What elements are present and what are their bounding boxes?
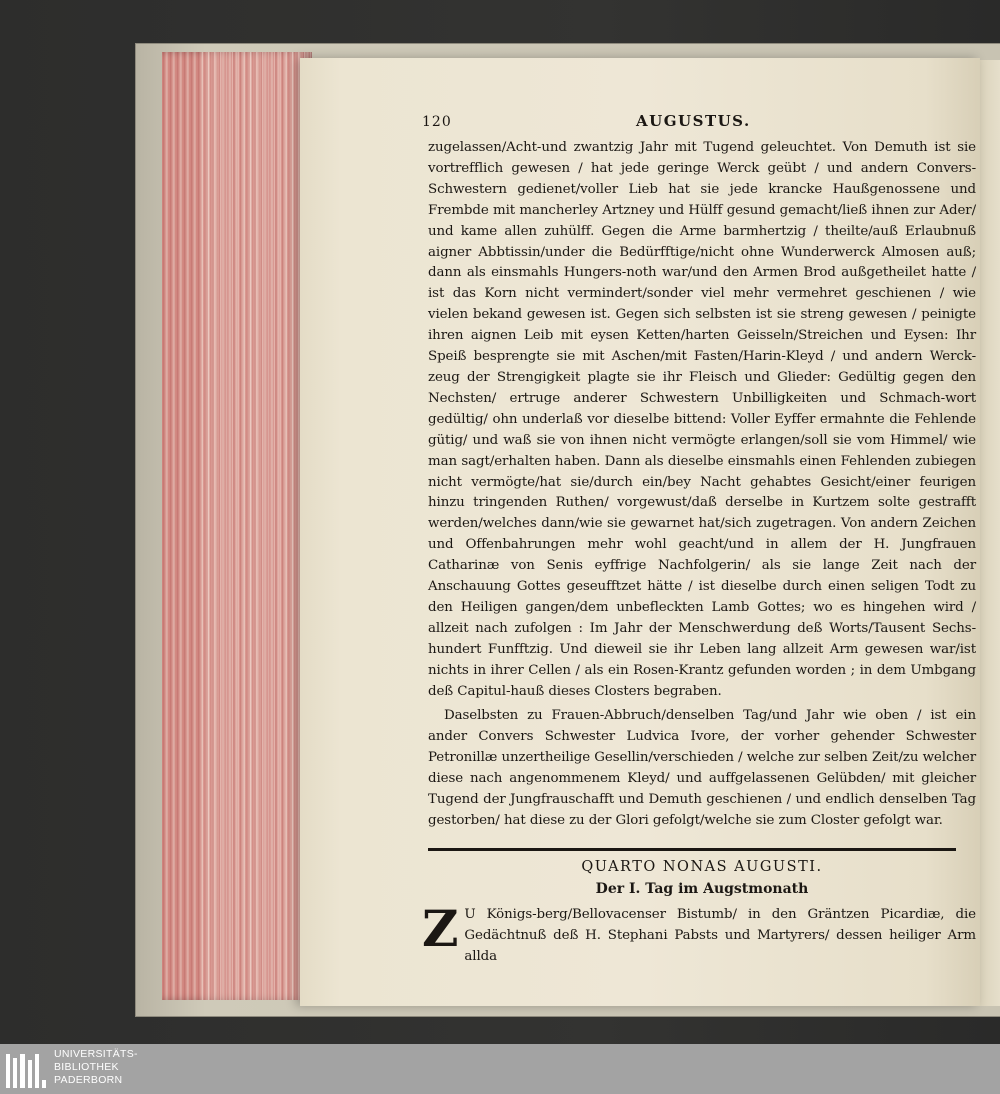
section-divider	[428, 848, 956, 851]
library-name-line-1: UNIVERSITÄTS-	[54, 1048, 138, 1060]
section-subtitle: Der I. Tag im Augstmonath	[595, 880, 809, 897]
page-text-block	[422, 112, 976, 968]
running-head: AUGUSTUS.	[636, 112, 751, 130]
paragraph-ludvica: Daselbsten zu Frauen-Abbruch/denselben Tag/und Jahr wie oben / ist ein ander Convers Schwester Ludvica Ivore, der vorher gehender Schwester Petronillæ unzertheilige Gesellin/verschieden / welche zur selben Zeit/zu welcher diese nach angenommenem Kleyd/ und auffgelassenen Gelübden/ mit gleicher Tugend der Jungfrauschafft und Demuth geschienen / und endlich denselben Tag gestorben/ hat diese zu der Glori gefolgt/welche sie zum Closter gefolgt war.	[428, 708, 976, 828]
library-name-line-3: PADERBORN	[54, 1074, 123, 1086]
book-page	[300, 58, 980, 1006]
library-logo-icon	[6, 1050, 46, 1088]
paragraph-petronilla: zugelassen/Acht-und zwantzig Jahr mit Tugend geleuchtet. Von Demuth ist sie vortrefflich gewesen / hat jede geringe Werck geübt / und andern Convers-Schwestern gedienet/voller Lieb hat sie jede krancke Haußgenossene und Frembde mit mancherley Artzney und Hülff gesund gemacht/ließ ihnen zur Ader/ und kame allen zuhülff. Gegen die Arme barmhertzig / theilte/auß Erlaubnuß aigner Abbtissin/under die Bedürfftige/nicht ohne Wunderwerck Almosen auß; dann als einsmahls Hungers-noth war/und den Armen Brod außgetheilet hatte / ist das Korn nicht vermindert/sonder viel mehr vermehret geschienen / wie vielen bekand gewesen ist. Gegen sich selbsten ist sie streng gewesen / peinigte ihren aignen Leib mit eysen Ketten/harten Geisseln/Streichen und Eysen: Ihr Speiß besprengte sie mit Aschen/mit Fasten/Harin-Kleyd / und andern Werck-zeug der Strengigkeit plagte sie ihr Fleisch und Glieder: Gedültig gegen den Nechsten/ ertruge anderer Schwestern Unbilligkeiten und Schmach-wort gedültig/ ohn underlaß vor dieselbe bittend: Voller Eyffer ermahnte die Fehlende gütig/ und waß sie von ihnen nicht vermögte erlangen/soll sie vom Himmel/ wie man sagt/erhalten haben. Dann als dieselbe einsmahls einen Fehlenden zubiegen nicht vermögte/hat sie/durch ein/bey Nacht gehabtes Gesicht/einer feurigen hinzu tringenden Ruthen/ vorgewust/daß derselbe in Kurtzem solte gestrafft werden/welches dann/wie sie gewarnet hat/sich zugetragen. Von andern Zeichen und Offenbahrungen mehr wohl geacht/und in allem der H. Jungfrauen Catharinæ von Senis eyffrige Nachfolgerin/ als sie lange Zeit nach der Anschauung Gottes geseufftzet hätte / ist dieselbe durch einen seligen Todt zu den Heiligen gangen/dem unbefleckten Lamb Gottes; wo es hingehen wird / allzeit nach zufolgen : Im Jahr der Menschwerdung deß Worts/Tausent Sechs-hundert Funfftzig. Und dieweil sie ihr Leben lang allzeit Arm gewesen war/ist nichts in ihrer Cellen / als ein Rosen-Krantz gefunden worden ; in dem Umbgang deß Capitul-hauß dieses Closters begraben.	[428, 140, 976, 699]
drop-cap-initial: Z	[422, 898, 459, 958]
library-footer-bar	[0, 1044, 1000, 1094]
section-title: QUARTO NONAS AUGUSTI.	[581, 858, 823, 875]
page-number: 120	[422, 114, 452, 130]
section-paragraph-text: U Königs-berg/Bellovacenser Bistumb/ in den Gräntzen Picardiæ, die Gedächtnuß deß H. Stephani Pabsts und Martyrers/ dessen heiliger Arm allda	[464, 906, 976, 964]
page-edges	[162, 52, 312, 1000]
library-logo-text	[54, 1048, 138, 1087]
library-name-line-2: BIBLIOTHEK	[54, 1061, 119, 1073]
page-header	[422, 112, 976, 138]
section-paragraph	[422, 898, 976, 968]
